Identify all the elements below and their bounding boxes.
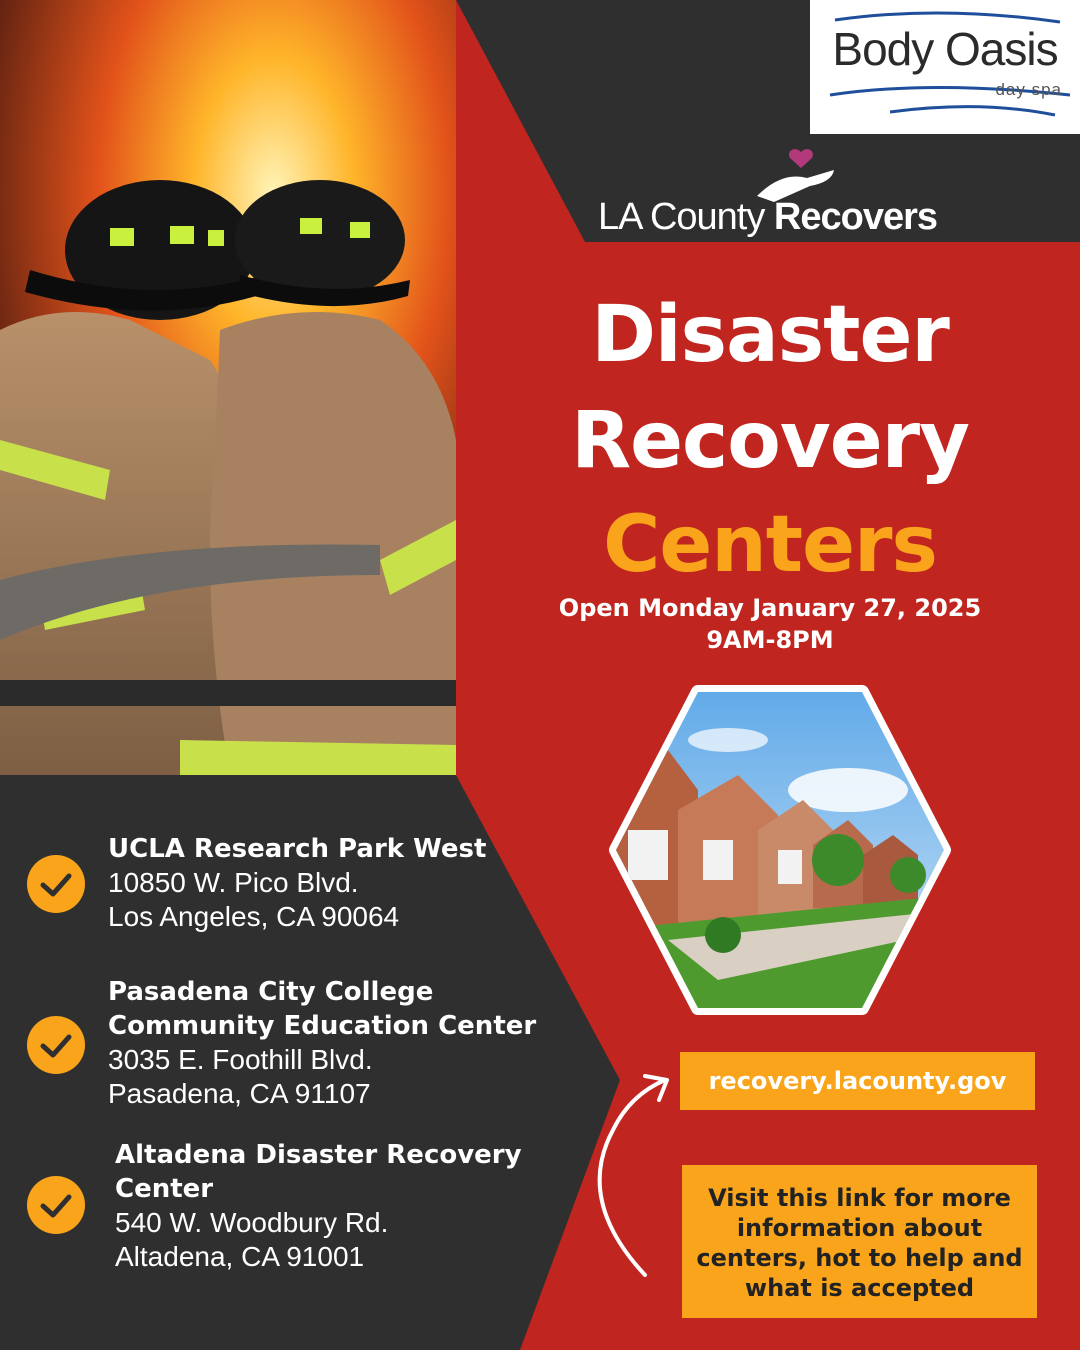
info-line: information about [736, 1214, 983, 1242]
info-callout [682, 1165, 1037, 1318]
location-name: Center [115, 1174, 214, 1204]
location-name: Altadena Disaster Recovery [115, 1140, 522, 1170]
check-icon [27, 1016, 85, 1074]
location-name: Community Education Center [108, 1011, 537, 1041]
title-line-3: Centers [603, 500, 937, 590]
logo-tagline: day spa [995, 80, 1062, 99]
house-photo-hexagon [608, 680, 952, 1020]
location-name: UCLA Research Park West [108, 834, 487, 864]
location-name: Pasadena City College [108, 977, 434, 1007]
location-details [115, 1138, 522, 1274]
location-details [108, 832, 486, 934]
open-date: Open Monday January 27, 2025 [558, 594, 982, 622]
title-line-2: Recovery [571, 396, 969, 486]
location-address-1: 10850 W. Pico Blvd. [108, 867, 359, 898]
recovery-url-link[interactable]: recovery.lacounty.gov [680, 1052, 1035, 1110]
location-details [108, 975, 536, 1111]
info-line: what is accepted [744, 1274, 975, 1302]
location-address-2: Altadena, CA 91001 [115, 1241, 365, 1272]
check-icon [27, 855, 85, 913]
location-address-1: 540 W. Woodbury Rd. [115, 1207, 389, 1238]
org-suffix: Recovers [773, 196, 938, 238]
org-prefix: LA County [598, 196, 765, 238]
curved-arrow-icon [585, 1070, 685, 1290]
logo-name: Body Oasis [832, 23, 1058, 75]
info-line: Visit this link for more [708, 1184, 1011, 1212]
body-oasis-logo [810, 0, 1080, 134]
check-icon [27, 1176, 85, 1234]
la-county-recovers [598, 196, 937, 239]
location-address-2: Los Angeles, CA 90064 [108, 901, 400, 932]
firefighters-photo [0, 0, 456, 775]
location-address-2: Pasadena, CA 91107 [108, 1078, 371, 1109]
title-line-1: Disaster [591, 290, 949, 380]
info-line: centers, hot to help and [696, 1244, 1023, 1272]
open-hours: 9AM-8PM [706, 626, 834, 654]
location-address-1: 3035 E. Foothill Blvd. [108, 1044, 373, 1075]
